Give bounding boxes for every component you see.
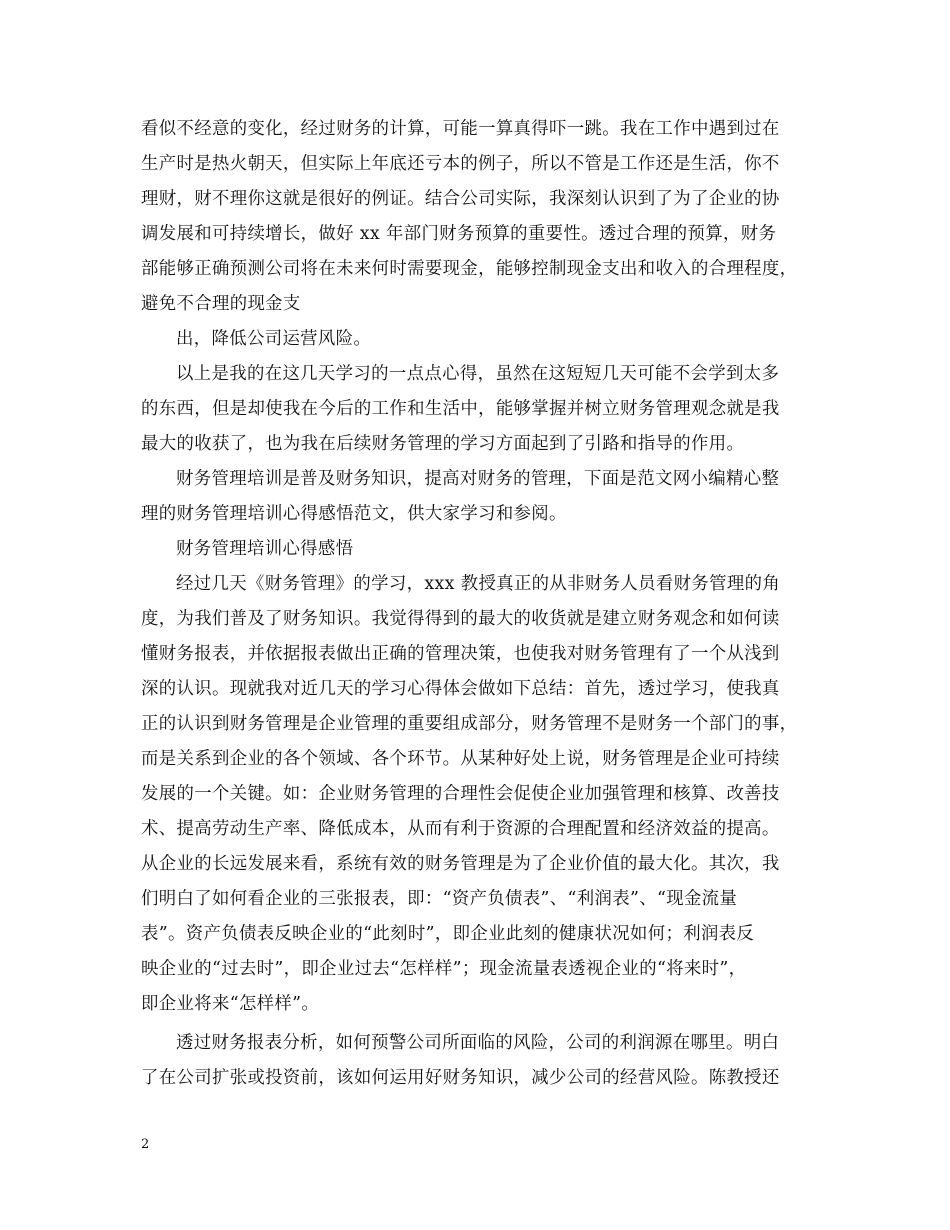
paragraph-start: 以上是我的在这几天学习的一点点心得，虽然在这短短几天可能不会学到太多 (176, 364, 780, 384)
text-line: 的东西，但是却使我在今后的工作和生活中，能够掌握并树立财务管理观念就是我 (141, 399, 780, 419)
text-line: 们明白了如何看企业的三张报表，即：“资产负债表”、“利润表”、“现金流量 (141, 889, 738, 909)
paragraph-start: 经过几天《财务管理》的学习，xxx 教授真正的从非财务人员看财务管理的角 (176, 574, 781, 594)
text-line: 避免不合理的现金支 (141, 294, 301, 314)
text-line: 出，降低公司运营风险。 (176, 329, 372, 349)
text-line: 最大的收获了，也为我在后续财务管理的学习方面起到了引路和指导的作用。 (141, 434, 745, 454)
text-line: 表”。资产负债表反映企业的“此刻时”，即企业此刻的健康状况如何；利润表反 (141, 924, 755, 944)
text-line: 度，为我们普及了财务知识。我觉得得到的最大的收货就是建立财务观念和如何读 (141, 609, 780, 629)
text-line: 即企业将来“怎样样”。 (141, 994, 320, 1014)
text-line: 理财，财不理你这就是很好的例证。结合公司实际，我深刻认识到了为了企业的协 (141, 189, 780, 209)
text-line: 术、提高劳动生产率、降低成本，从而有利于资源的合理配置和经济效益的提高。 (141, 819, 780, 839)
text-line: 而是关系到企业的各个领域、各个环节。从某种好处上说，财务管理是企业可持续 (141, 749, 780, 769)
text-line: 映企业的“过去时”，即企业过去“怎样样”；现金流量表透视企业的“将来时”， (141, 959, 747, 979)
text-line: 深的认识。现就我对近几天的学习心得体会做如下总结：首先，透过学习，使我真 (141, 679, 780, 699)
section-heading: 财务管理培训心得感悟 (176, 539, 354, 559)
text-line: 部能够正确预测公司将在未来何时需要现金，能够控制现金支出和收入的合理程度， (141, 259, 798, 279)
text-line: 了在公司扩张或投资前，该如何运用好财务知识，减少公司的经营风险。陈教授还 (141, 1068, 780, 1088)
document-body (141, 112, 821, 1096)
paragraph-start: 透过财务报表分析，如何预警公司所面临的风险，公司的利润源在哪里。明白 (176, 1033, 780, 1053)
text-line: 懂财务报表，并依据报表做出正确的管理决策，也使我对财务管理有了一个从浅到 (141, 644, 780, 664)
text-line: 发展的一个关键。如：企业财务管理的合理性会促使企业加强管理和核算、改善技 (141, 784, 780, 804)
text-line: 看似不经意的变化，经过财务的计算，可能一算真得吓一跳。我在工作中遇到过在 (141, 119, 780, 139)
text-line: 调发展和可持续增长，做好 xx 年部门财务预算的重要性。透过合理的预算，财务 (141, 224, 777, 244)
paragraph-start: 财务管理培训是普及财务知识，提高对财务的管理，下面是范文网小编精心整 (176, 469, 780, 489)
text-line: 正的认识到财务管理是企业管理的重要组成部分，财务管理不是财务一个部门的事， (141, 714, 798, 734)
text-line: 从企业的长远发展来看，系统有效的财务管理是为了企业价值的最大化。其次，我 (141, 854, 780, 874)
text-line: 理的财务管理培训心得感悟范文，供大家学习和参阅。 (141, 504, 567, 524)
page-number: 2 (141, 1137, 150, 1152)
text-line: 生产时是热火朝天，但实际上年底还亏本的例子，所以不管是工作还是生活，你不 (141, 154, 780, 174)
